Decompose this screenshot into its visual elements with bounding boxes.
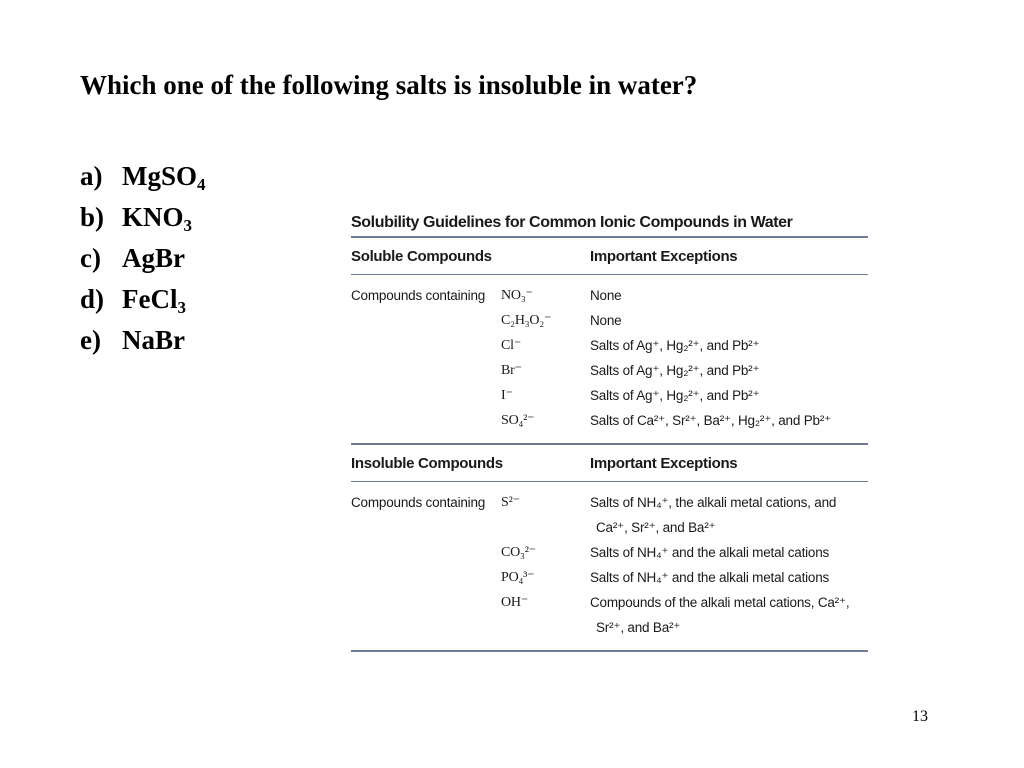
exception-cell: Salts of NH₄⁺, the alkali metal cations, and [590,495,837,510]
solubility-table [351,210,868,652]
exception-cell: Salts of Ag⁺, Hg₂²⁺, and Pb²⁺ [590,363,760,378]
insoluble-rows [351,482,868,650]
exception-cell: None [590,313,622,328]
exception-cell: Salts of Ag⁺, Hg₂²⁺, and Pb²⁺ [590,338,760,353]
choice-letter: a) [80,161,103,191]
ion-cell: I⁻ [501,388,513,403]
table-row [351,565,868,590]
page-number: 13 [912,708,928,725]
table-row [351,283,868,308]
ion-cell: Br⁻ [501,363,522,378]
question-text: Which one of the following salts is insoluble in water? [80,70,698,100]
row-lead: Compounds containing [351,288,486,303]
ion-cell: Cl⁻ [501,338,522,353]
table-row [351,540,868,565]
exception-continuation: Ca²⁺, Sr²⁺, and Ba²⁺ [596,520,716,535]
row-lead: Compounds containing [351,495,486,510]
exception-cell: None [590,288,622,303]
choice-subscript: 4 [197,175,206,194]
exception-cell: Salts of Ca²⁺, Sr²⁺, Ba²⁺, Hg₂²⁺, and Pb²⁺ [590,413,832,428]
table-row-continuation [351,615,868,640]
choice-a [80,156,206,197]
table-row [351,358,868,383]
choice-e [80,320,206,361]
ion-cell: OH⁻ [501,595,529,610]
ion-cell: NO₃⁻ [501,288,533,303]
insoluble-header: Insoluble Compounds [351,454,503,472]
divider [351,650,868,652]
table-row [351,308,868,333]
ion-cell: C₂H₃O₂⁻ [501,313,552,328]
table-row [351,490,868,515]
choice-letter: b) [80,202,105,232]
exceptions-header: Important Exceptions [590,454,738,472]
table-title: Solubility Guidelines for Common Ionic Compounds in Water [351,214,793,231]
ion-cell: PO₄³⁻ [501,570,535,585]
insoluble-header-row [351,445,868,481]
choice-formula: FeCl [122,284,178,314]
soluble-header-row [351,238,868,274]
choice-letter: d) [80,284,105,314]
choice-subscript: 3 [177,298,186,317]
soluble-header: Soluble Compounds [351,247,492,265]
exception-cell: Salts of NH₄⁺ and the alkali metal cations [590,545,830,560]
table-row [351,333,868,358]
ion-cell: CO₃²⁻ [501,545,536,560]
exceptions-header: Important Exceptions [590,247,738,265]
table-row-continuation [351,515,868,540]
choice-b [80,197,206,238]
choice-formula: KNO [122,202,184,232]
ion-cell: S²⁻ [501,495,520,510]
exception-continuation: Sr²⁺, and Ba²⁺ [596,620,681,635]
exception-cell: Compounds of the alkali metal cations, Ca²⁺, [590,595,850,610]
choice-subscript: 3 [183,216,193,235]
table-row [351,590,868,615]
answer-choices [80,156,206,361]
choice-formula: MgSO [122,161,198,191]
ion-cell: SO₄²⁻ [501,413,535,428]
choice-letter: c) [80,243,101,273]
choice-formula: AgBr [122,243,185,273]
soluble-rows [351,275,868,443]
table-row [351,383,868,408]
exception-cell: Salts of Ag⁺, Hg₂²⁺, and Pb²⁺ [590,388,760,403]
choice-d [80,279,206,320]
choice-letter: e) [80,325,101,355]
table-row [351,408,868,433]
choice-c [80,238,206,279]
choice-formula: NaBr [122,325,185,355]
exception-cell: Salts of NH₄⁺ and the alkali metal cations [590,570,830,585]
